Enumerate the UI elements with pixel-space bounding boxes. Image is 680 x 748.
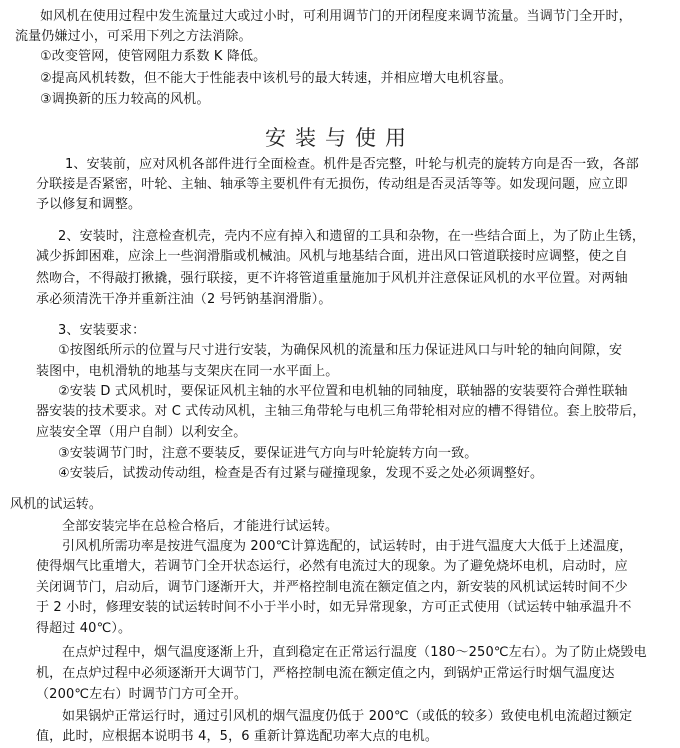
p3-line-5: 应装安全罩（用户自制）以利安全。 [36,425,247,440]
p2-line-4: 承必须清洗干净并重新注油（2 号钙钠基润滑脂）。 [36,292,332,307]
trial-heading: 风机的试运转。 [10,497,103,512]
p3-line-4: 器安装的技术要求。对 C 式传动风机，主轴三角带轮与电机三角带轮相对应的槽不得错位。套上胶带后， [36,404,646,419]
p2-line-3: 然吻合，不得敲打揪撬，强行联接，更不许将管道重量施加于风机并注意保证风机的水平位置。对两轴 [36,271,628,286]
trial-line-1: 全部安装完毕在总检合格后，才能进行试运转。 [62,519,339,534]
p2-line-2: 减少拆卸困难，应涂上一些润滑脂或机械油。风机与地基结合面，进出风口管道联接时应调整，使之自 [36,249,628,264]
p3-line-7: ④安装后，试拨动传动组，检查是否有过紧与碰撞现象，发现不妥之处必须调整好。 [58,466,544,481]
intro-item-2: ②提高风机转数，但不能大于性能表中该机号的最大转速，并相应增大电机容量。 [40,71,513,86]
p3-heading: 3、安装要求： [58,323,146,338]
trial-line-4: 关闭调节门，启动后，调节门逐渐开大，并严格控制电流在额定值之内，新安装的风机试运转时间不少 [36,580,628,595]
trial-line-7: 在点炉过程中，烟气温度逐渐上升，直到稳定在正常运行温度（180～250℃左右）。为了防止烧毁电 [62,645,647,660]
p1-line-2: 分联接是否紧密，叶轮、主轴、轴承等主要机件有无损伤，传动组是否灵活等等。如发现问题，应立即 [36,177,628,192]
intro-line-1: 如风机在使用过程中发生流量过大或过小时，可利用调节门的开闭程度来调节流量。当调节门全开时， [40,9,632,24]
p3-line-2: 装图中，电机滑轨的地基与支架庆在同一水平面上。 [36,364,339,379]
p1-line-1: 1、安装前，应对风机各部件进行全面检查。机件是否完整，叶轮与机壳的旋转方向是否一致，各部 [65,157,639,172]
trial-line-11: 值，此时，应根据本说明书 4，5，6 重新计算选配功率大点的电机。 [36,729,439,744]
p3-line-3: ②安装 D 式风机时，要保证风机主轴的水平位置和电机轴的同轴度，联轴器的安装要符合弹性联轴 [58,384,628,399]
p3-line-1: ①按图纸所示的位置与尺寸进行安装，为确保风机的流量和压力保证进风口与叶轮的轴向间隙，安 [58,343,623,358]
intro-line-2: 流量仍嫌过小，可采用下列之方法消除。 [15,29,252,44]
p2-line-1: 2、安装时，注意检查机壳，壳内不应有掉入和遗留的工具和杂物，在一些结合面上，为了防止生锈， [58,229,646,244]
intro-item-3: ③调换新的压力较高的风机。 [40,92,210,107]
trial-line-9: （200℃左右）时调节门方可全开。 [36,687,247,702]
trial-line-5: 于 2 小时，修理安装的试运转时间不小于半小时，如无异常现象，方可正式使用（试运转中轴承温升不 [36,600,632,615]
p3-line-6: ③安装调节门时，注意不要装反，要保证进气方向与叶轮旋转方向一致。 [58,446,478,461]
trial-line-3: 使得烟气比重增大，若调节门全开状态运行，必然有电流过大的现象。为了避免烧坏电机，启动时，应 [36,559,628,574]
intro-item-1: ①改变管网，使管网阻力系数 K 降低。 [40,49,267,64]
trial-line-8: 机，在点炉过程中必须逐渐开大调节门，严格控制电流在额定值之内，到锅炉正常运行时烟气温度达 [36,666,615,681]
trial-line-2: 引风机所需功率是按进气温度为 200℃计算选配的，试运转时，由于进气温度大大低于上述温度， [62,539,633,554]
p1-line-3: 予以修复和调整。 [36,197,142,212]
section-title: 安装与使用 [265,126,415,150]
trial-line-6: 得超过 40℃）。 [36,621,132,636]
trial-line-10: 如果锅炉正常运行时，通过引风机的烟气温度仍低于 200℃（或低的较多）致使电机电流超过额定 [62,709,633,724]
